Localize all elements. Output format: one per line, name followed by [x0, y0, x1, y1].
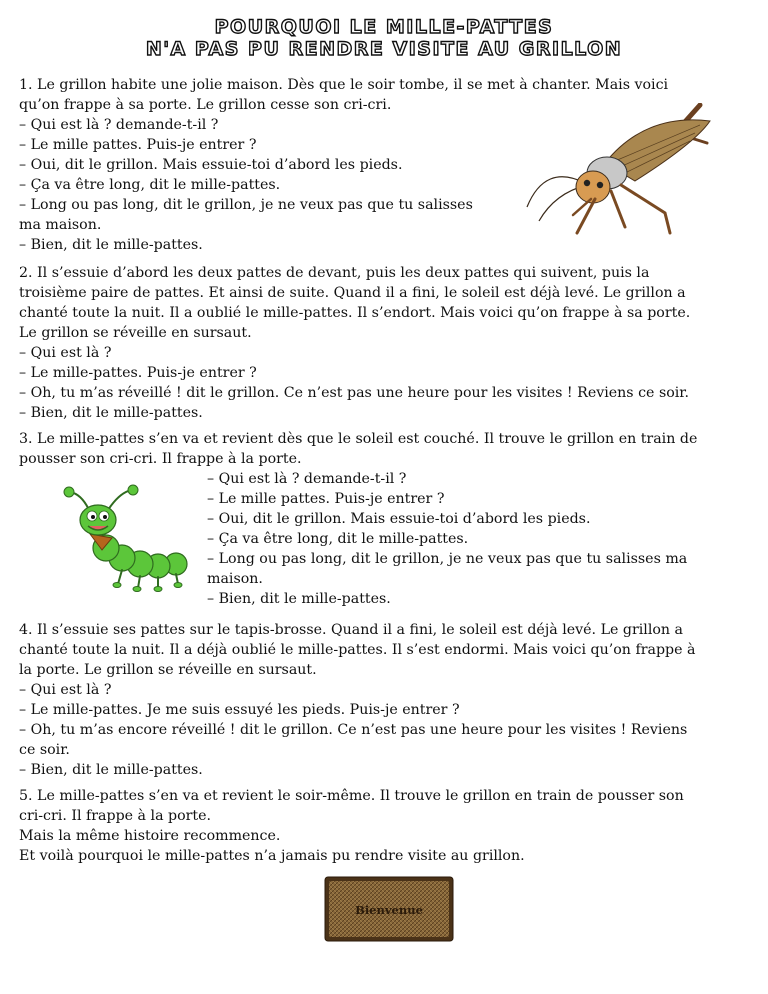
text-line: – Bien, dit le mille-pattes. — [19, 237, 203, 253]
text-line: – Long ou pas long, dit le grillon, je ne veux pas que tu salisses — [19, 197, 473, 213]
text-line: ce soir. — [19, 742, 70, 758]
dialogue-line: – Bien, dit le mille-pattes. — [207, 591, 391, 607]
text-line: 1. Le grillon habite une jolie maison. Dès que le soir tombe, il se met à chanter. Mais voici — [19, 77, 669, 93]
text-line: la porte. Le grillon se réveille en sursaut. — [19, 662, 317, 678]
cricket-illustration — [525, 103, 715, 243]
text-line: – Oh, tu m’as réveillé ! dit le grillon. Ce n’est pas une heure pour les visites ! Reviens ce soir. — [19, 385, 690, 401]
text-line: – Qui est là ? — [19, 345, 112, 361]
text-line: 4. Il s’essuie ses pattes sur le tapis-brosse. Quand il a fini, le soleil est déjà levé. Le grillon a — [19, 622, 684, 638]
text-line: cri-cri. Il frappe à la porte. — [19, 808, 212, 824]
dialogue-line: – Long ou pas long, dit le grillon, je ne veux pas que tu salisses ma — [207, 551, 688, 567]
text-line: qu’on frappe à sa porte. Le grillon cesse son cri-cri. — [19, 97, 392, 113]
paragraph-4 — [19, 620, 739, 780]
text-line: Et voilà pourquoi le mille-pattes n’a jamais pu rendre visite au grillon. — [19, 848, 525, 864]
dialogue-line: – Ça va être long, dit le mille-pattes. — [207, 531, 469, 547]
text-line: 2. Il s’essuie d’abord les deux pattes de devant, puis les deux pattes qui suivent, puis la — [19, 265, 650, 281]
dialogue-line: – Oui, dit le grillon. Mais essuie-toi d’abord les pieds. — [207, 511, 591, 527]
text-line: Mais la même histoire recommence. — [19, 828, 281, 844]
text-line: ma maison. — [19, 217, 102, 233]
text-line: – Qui est là ? — [19, 682, 112, 698]
text-line: 3. Le mille-pattes s’en va et revient dès que le soleil est couché. Il trouve le grillon en train de — [19, 431, 698, 447]
text-line: – Le mille pattes. Puis-je entrer ? — [19, 137, 257, 153]
paragraph-2 — [19, 263, 739, 423]
text-line: pousser son cri-cri. Il frappe à la porte. — [19, 451, 302, 467]
text-line: Le grillon se réveille en sursaut. — [19, 325, 252, 341]
dialogue-line: – Le mille pattes. Puis-je entrer ? — [207, 491, 445, 507]
doormat-label: Bienvenue — [355, 903, 423, 917]
dialogue-line: maison. — [207, 571, 263, 587]
text-line: troisième paire de pattes. Et ainsi de suite. Quand il a fini, le soleil est déjà levé. Le grillon a — [19, 285, 686, 301]
text-line: – Le mille-pattes. Je me suis essuyé les pieds. Puis-je entrer ? — [19, 702, 460, 718]
text-line: – Ça va être long, dit le mille-pattes. — [19, 177, 281, 193]
centipede-illustration — [60, 484, 192, 592]
text-line: – Qui est là ? demande-t-il ? — [19, 117, 219, 133]
text-line: – Bien, dit le mille-pattes. — [19, 405, 203, 421]
text-line: chanté toute la nuit. Il a oublié le mille-pattes. Il s’endort. Mais voici qu’on frappe à sa porte. — [19, 305, 691, 321]
text-line: – Oui, dit le grillon. Mais essuie-toi d’abord les pieds. — [19, 157, 403, 173]
text-line: 5. Le mille-pattes s’en va et revient le soir-même. Il trouve le grillon en train de pousser son — [19, 788, 684, 804]
page-title — [0, 16, 768, 60]
title-line-2: N'A PAS PU RENDRE VISITE AU GRILLON — [145, 38, 623, 60]
text-line: – Le mille-pattes. Puis-je entrer ? — [19, 365, 257, 381]
dialogue-line: – Qui est là ? demande-t-il ? — [207, 471, 407, 487]
title-line-1: POURQUOI LE MILLE-PATTES — [214, 16, 554, 38]
doormat-illustration — [324, 876, 454, 942]
paragraph-5 — [19, 786, 739, 866]
text-line: – Bien, dit le mille-pattes. — [19, 762, 203, 778]
text-line: chanté toute la nuit. Il a déjà oublié le mille-pattes. Il s’est endormi. Mais voici qu’on frappe à — [19, 642, 696, 658]
text-line: – Oh, tu m’as encore réveillé ! dit le grillon. Ce n’est pas une heure pour les visites ! Reviens — [19, 722, 688, 738]
